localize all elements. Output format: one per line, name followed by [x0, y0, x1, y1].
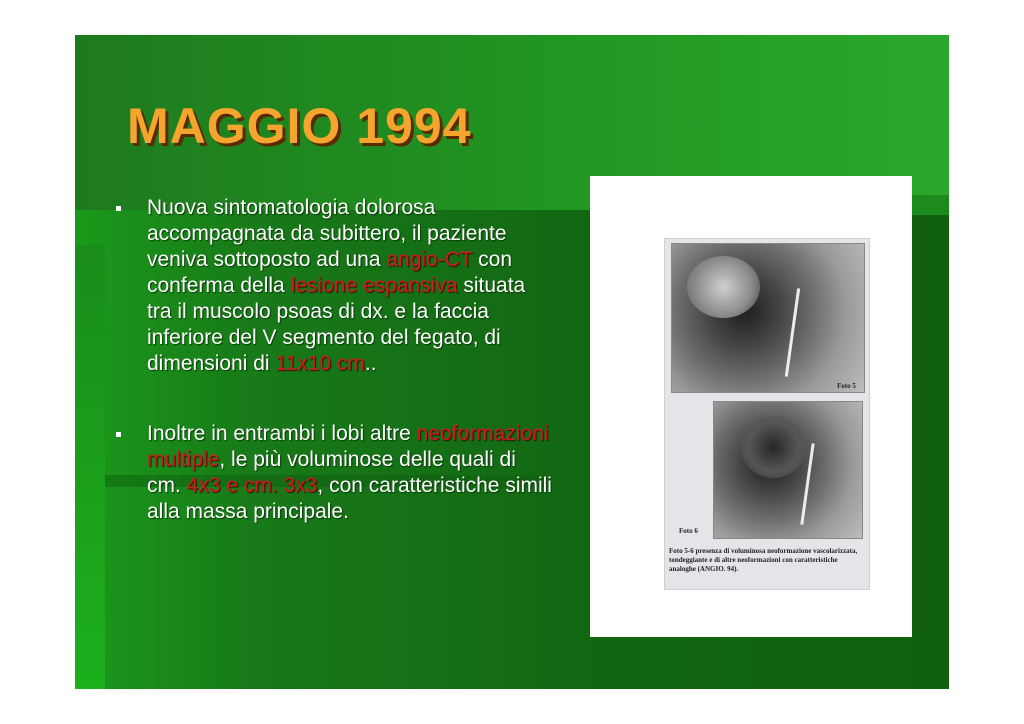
angiography-image-2 [713, 401, 863, 539]
figure-label-foto-6: Foto 6 [679, 527, 698, 535]
highlight-lesione-espansiva: lesione espansiva [290, 274, 458, 297]
background-left-strip [75, 245, 105, 689]
bullet-list [113, 195, 553, 525]
slide-title: MAGGIO 1994 [127, 98, 472, 154]
figure-label-foto-5: Foto 5 [837, 382, 856, 390]
highlight-sizes: 4x3 e cm. 3x3 [186, 474, 318, 497]
scanned-figure [664, 238, 870, 590]
slide [75, 35, 949, 689]
photo-panel [590, 176, 912, 637]
figure-caption: Foto 5-6 presenza di voluminosa neoformazione vascolarizzata, tondeggiante e di altre neoformazioni con caratteristiche analoghe (ANGIO. 94). [669, 547, 858, 573]
bullet-text-2: Inoltre in entrambi i lobi altre neoformazioni multiple, le più voluminose delle quali di cm. 4x3 e cm. 3x3, con caratteristiche simili alla massa principale. [147, 422, 552, 523]
bullet-marker-icon [116, 206, 121, 211]
bullet-marker-icon [116, 432, 121, 437]
bullet-text-1: Nuova sintomatologia dolorosa accompagnata da subittero, il paziente veniva sottoposto ad una angio-CT con conferma della lesione espansiva situata tra il muscolo psoas di dx. e la faccia inferiore del V segmento del fegato, di dimensioni di 11x10 cm.. [147, 196, 526, 375]
highlight-angio-ct: angio-CT [386, 248, 473, 271]
angiography-image-1 [671, 243, 865, 393]
highlight-neoformazioni: neoformazioni multiple [147, 422, 549, 471]
highlight-dimensions: 11x10 cm [275, 352, 365, 375]
bullet-item-2 [113, 421, 553, 525]
bullet-item-1 [113, 195, 553, 377]
